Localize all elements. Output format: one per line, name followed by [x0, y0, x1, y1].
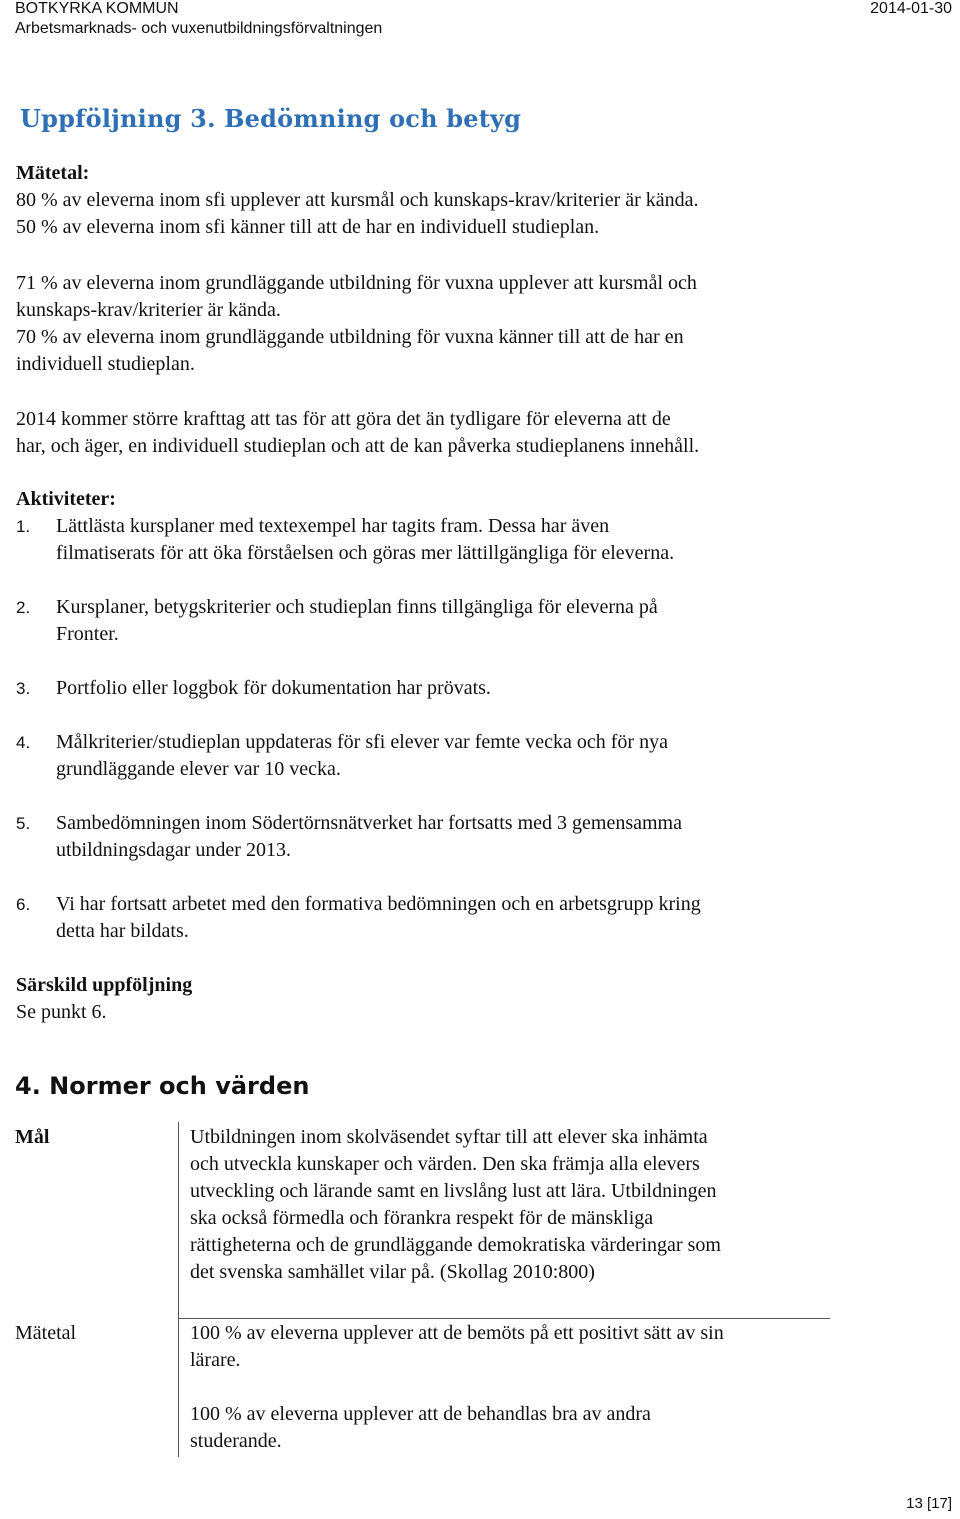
paragraph-line: 70 % av eleverna inom grundläggande utbildning för vuxna känner till att de har en — [16, 326, 684, 348]
paragraph-line: 71 % av eleverna inom grundläggande utbildning för vuxna upplever att kursmål och — [16, 272, 697, 294]
matetal-line: studerande. — [190, 1430, 282, 1452]
list-item-line: Målkriterier/studieplan uppdateras för sfi elever var femte vecka och för nya — [56, 731, 668, 753]
list-item-line: Sambedömningen inom Södertörnsnätverket har fortsatts med 3 gemensamma — [56, 812, 682, 834]
matetal-line: 50 % av eleverna inom sfi känner till att de har en individuell studieplan. — [16, 216, 600, 238]
matetal-line: 80 % av eleverna inom sfi upplever att kursmål och kunskaps-krav/kriterier är kända. — [16, 189, 699, 211]
header-org: BOTKYRKA KOMMUN — [15, 0, 179, 17]
list-item — [16, 513, 916, 594]
section-title: Uppföljning 3. Bedömning och betyg — [20, 104, 522, 133]
page-number: 13 [17] — [906, 1495, 952, 1512]
list-number: 5. — [16, 814, 31, 833]
list-number: 4. — [16, 733, 31, 752]
header-date: 2014-01-30 — [870, 0, 952, 17]
table-vertical-divider — [178, 1122, 179, 1457]
matetal-line: 100 % av eleverna upplever att de behandlas bra av andra — [190, 1403, 651, 1425]
paragraph-line: kunskaps-krav/kriterier är kända. — [16, 299, 281, 321]
list-number: 2. — [16, 598, 31, 617]
matetal-line: 100 % av eleverna upplever att de bemöts på ett positivt sätt av sin — [190, 1322, 724, 1344]
mal-line: och utveckla kunskaper och värden. Den ska främja alla elevers — [190, 1153, 700, 1175]
list-item-line: Fronter. — [56, 623, 119, 645]
mal-line: utveckling och lärande samt en livslång lust att lära. Utbildningen — [190, 1180, 717, 1202]
list-item-line: detta har bildats. — [56, 920, 189, 942]
mal-line: Utbildningen inom skolväsendet syftar till att elever ska inhämta — [190, 1126, 708, 1148]
list-item — [16, 729, 916, 810]
list-item-line: Vi har fortsatt arbetet med den formativa bedömningen och en arbetsgrupp kring — [56, 893, 701, 915]
list-item-line: Kursplaner, betygskriterier och studieplan finns tillgängliga för eleverna på — [56, 596, 658, 618]
mal-line: rättigheterna och de grundläggande demokratiska värderingar som — [190, 1234, 721, 1256]
header-department: Arbetsmarknads- och vuxenutbildningsförvaltningen — [15, 20, 383, 37]
paragraph-line: individuell studieplan. — [16, 353, 195, 375]
paragraph-71 — [16, 270, 936, 378]
sarskild-text: Se punkt 6. — [16, 1001, 107, 1023]
mal-text — [190, 1124, 830, 1286]
matetal-line: lärare. — [190, 1349, 241, 1371]
list-item — [16, 675, 916, 729]
list-item-line: Portfolio eller loggbok för dokumentation har prövats. — [56, 677, 491, 699]
paragraph-line: 2014 kommer större krafttag att tas för att göra det än tydligare för eleverna att de — [16, 408, 671, 430]
list-item-line: Lättlästa kursplaner med textexempel har tagits fram. Dessa har även — [56, 515, 610, 537]
list-item-line: utbildningsdagar under 2013. — [56, 839, 291, 861]
list-item — [16, 891, 916, 945]
matetal-heading: Mätetal: — [16, 162, 90, 184]
list-item — [16, 594, 916, 675]
matetal-text — [190, 1320, 830, 1455]
matetal-label: Mätetal — [15, 1322, 77, 1344]
table-horizontal-divider — [178, 1318, 830, 1319]
list-number: 6. — [16, 895, 31, 914]
paragraph-2014 — [16, 406, 936, 460]
matetal-block — [16, 160, 936, 241]
sarskild-block — [16, 972, 192, 1026]
paragraph-line: har, och äger, en individuell studieplan och att de kan påverka studieplanens innehåll. — [16, 435, 700, 457]
list-item — [16, 810, 916, 891]
mal-line: ska också förmedla och förankra respekt för de mänskliga — [190, 1207, 654, 1229]
list-item-line: grundläggande elever var 10 vecka. — [56, 758, 341, 780]
section-4-title: 4. Normer och värden — [15, 1072, 310, 1100]
aktiviteter-heading: Aktiviteter: — [16, 488, 116, 510]
list-item-line: filmatiserats för att öka förståelsen och göras mer lättillgängliga för eleverna. — [56, 542, 675, 564]
mal-label: Mål — [15, 1126, 50, 1148]
sarskild-heading: Särskild uppföljning — [16, 974, 193, 996]
list-number: 1. — [16, 517, 31, 536]
activities-list — [16, 513, 916, 945]
list-number: 3. — [16, 679, 31, 698]
mal-line: det svenska samhället vilar på. (Skollag 2010:800) — [190, 1261, 595, 1283]
